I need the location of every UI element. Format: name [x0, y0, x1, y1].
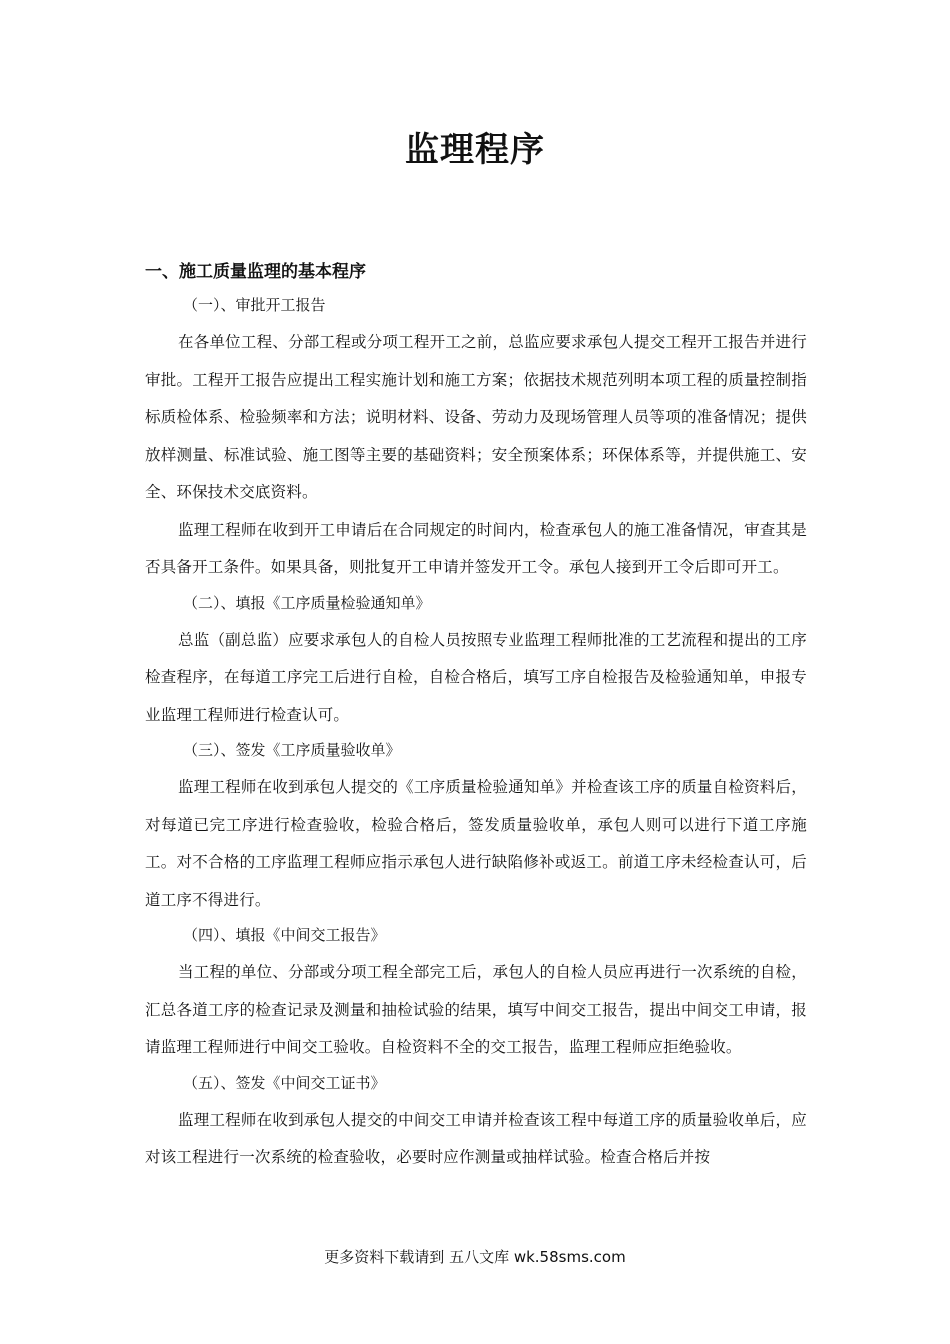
section-heading: 一、施工质量监理的基本程序: [145, 262, 366, 282]
paragraph: 监理工程师在收到承包人提交的《工序质量检验通知单》并检查该工序的质量自检资料后，对每道已完工序进行检查验收，检验合格后，签发质量验收单，承包人则可以进行下道工序施工。对不合格的工序监理工程师应指示承包人进行缺陷修补或返工。前道工序未经检查认可，后道工序不得进行。: [145, 778, 807, 909]
paragraph: 当工程的单位、分部或分项工程全部完工后，承包人的自检人员应再进行一次系统的自检，汇总各道工序的检查记录及测量和抽检试验的结果，填写中间交工报告，提出中间交工申请，报请监理工程师进行中间交工验收。自检资料不全的交工报告，监理工程师应拒绝验收。: [145, 963, 807, 1056]
footer-link-text: 更多资料下载请到 五八文库 wk.58sms.com: [324, 1248, 626, 1266]
paragraph: 监理工程师在收到开工申请后在合同规定的时间内，检查承包人的施工准备情况，审查其是否具备开工条件。如果具备，则批复开工申请并签发开工令。承包人接到开工令后即可开工。: [145, 520, 807, 576]
document-body: [145, 256, 807, 1177]
paragraph: 监理工程师在收到承包人提交的中间交工申请并检查该工程中每道工序的质量验收单后，应对该工程进行一次系统的检查验收，必要时应作测量或抽样试验。检查合格后并按: [145, 1110, 807, 1166]
paragraph: 总监（副总监）应要求承包人的自检人员按照专业监理工程师批准的工艺流程和提出的工序检查程序，在每道工序完工后进行自检，自检合格后，填写工序自检报告及检验通知单，申报专业监理工程师进行检查认可。: [145, 630, 807, 724]
sub-heading-1: （一）、审批开工报告: [183, 296, 326, 314]
document-title: 监理程序: [405, 130, 545, 170]
paragraph: 在各单位工程、分部工程或分项工程开工之前，总监应要求承包人提交工程开工报告并进行审批。工程开工报告应提出工程实施计划和施工方案；依据技术规范列明本项工程的质量控制指标质检体系、检验频率和方法；说明材料、设备、劳动力及现场管理人员等项的准备情况；提供放样测量、标准试验、施工图等主要的基础资料；安全预案体系；环保体系等，并提供施工、安全、环保技术交底资料。: [145, 333, 807, 501]
sub-heading-2: （二）、填报《工序质量检验通知单》: [183, 593, 431, 612]
sub-heading-5: （五）、签发《中间交工证书》: [183, 1073, 386, 1092]
sub-heading-4: （四）、填报《中间交工报告》: [183, 926, 386, 944]
sub-heading-3: （三）、签发《工序质量验收单》: [183, 741, 401, 759]
